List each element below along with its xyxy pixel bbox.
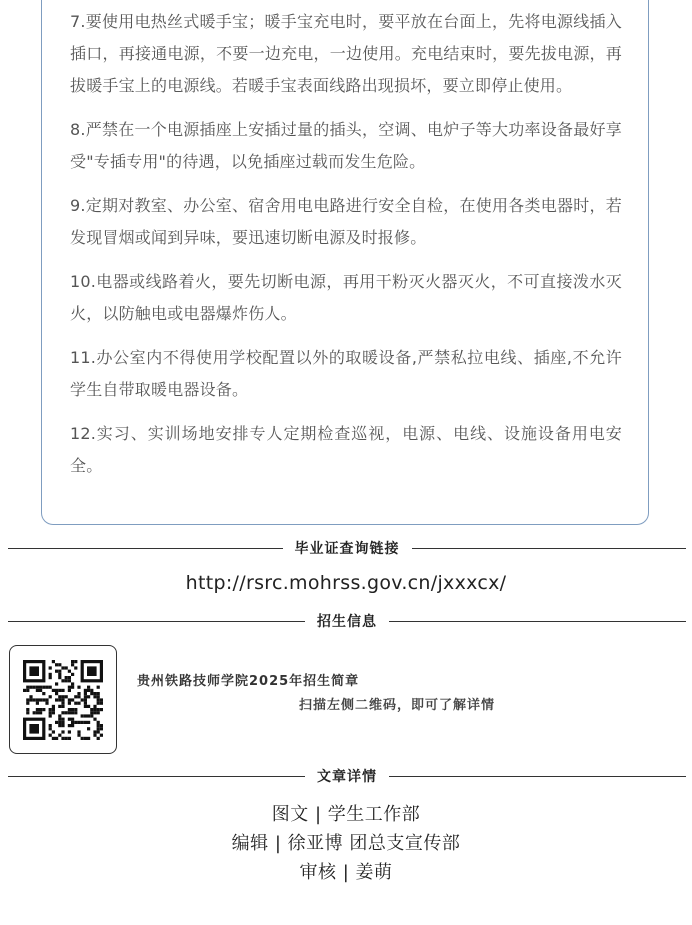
rule-item-11: 11.办公室内不得使用学校配置以外的取暖设备,严禁私拉电线、插座,不允许学生自带取暖电器设备。 — [70, 348, 622, 399]
divider-line — [389, 621, 686, 622]
divider-line — [8, 621, 305, 622]
rule-item-12: 12.实习、实训场地安排专人定期检查巡视，电源、电线、设施设备用电安全。 — [70, 424, 622, 475]
divider-line — [389, 776, 686, 777]
credit-author: 图文 | 学生工作部 — [271, 804, 421, 825]
admission-subtitle: 扫描左侧二维码，即可了解详情 — [299, 698, 496, 713]
section-header-certificate — [8, 538, 686, 558]
safety-rules-box — [41, 0, 649, 525]
section-title-admission: 招生信息 — [317, 614, 377, 630]
rule-item-8: 8.严禁在一个电源插座上安插过量的插头，空调、电炉子等大功率设备最好享受"专插专用"的待遇，以免插座过载而发生危险。 — [70, 120, 622, 171]
qr-code-icon[interactable] — [23, 660, 103, 740]
section-header-details — [8, 766, 686, 786]
credit-reviewer: 审核 | 姜萌 — [299, 862, 393, 883]
credit-editor: 编辑 | 徐亚博 团总支宣传部 — [231, 833, 461, 854]
qr-code-frame — [9, 645, 117, 754]
section-title-details: 文章详情 — [317, 769, 377, 785]
admission-title[interactable]: 贵州铁路技师学院2025年招生简章 — [137, 674, 360, 689]
divider-line — [8, 776, 305, 777]
divider-line — [412, 548, 687, 549]
rule-item-10: 10.电器或线路着火，要先切断电源，再用干粉灭火器灭火，不可直接泼水灭火，以防触电或电器爆炸伤人。 — [70, 272, 622, 323]
certificate-link[interactable]: http://rsrc.mohrss.gov.cn/jxxxcx/ — [185, 572, 507, 594]
rule-item-9: 9.定期对教室、办公室、宿舍用电电路进行安全自检，在使用各类电器时，若发现冒烟或闻到异味，要迅速切断电源及时报修。 — [70, 196, 622, 247]
divider-line — [8, 548, 283, 549]
rule-item-7: 7.要使用电热丝式暖手宝；暖手宝充电时，要平放在台面上，先将电源线插入插口，再接通电源，不要一边充电，一边使用。充电结束时，要先拔电源，再拔暖手宝上的电源线。若暖手宝表面线路出现损坏，要立即停止使用。 — [70, 12, 622, 95]
section-title-certificate: 毕业证查询链接 — [294, 541, 400, 557]
section-header-admission — [8, 611, 686, 631]
